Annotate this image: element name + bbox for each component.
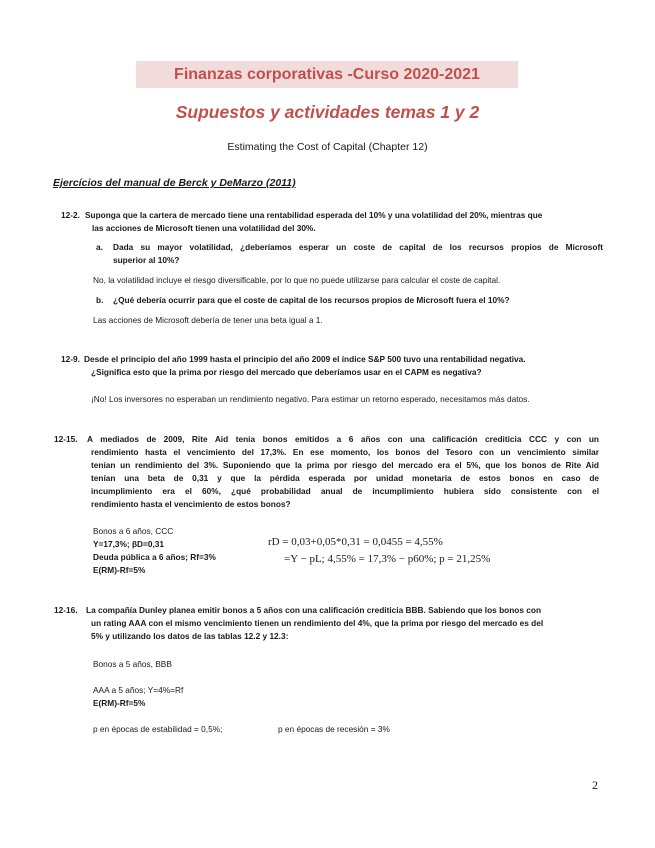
question-marker: b. [96, 295, 104, 305]
exercise-text: Suponga que la cartera de mercado tiene una rentabilidad esperada del 10% y una volatilidad del 20%, mientras que [85, 210, 543, 220]
exercise-text: ¿Significa esto que la prima por riesgo del mercado que deberíamos usar en el CAPM es negativa? [91, 367, 482, 377]
exercise-text: La compañía Dunley planea emitir bonos a 5 años con una calificación crediticia BBB. Sabiendo que los bonos con [86, 605, 542, 615]
document-title: Finanzas corporativas -Curso 2020-2021 [136, 61, 518, 88]
exercise-text: tenían un rendimiento del 3%. Suponiendo que la prima por riesgo del mercado era el 5%, que los bonos de Rite Aid [91, 460, 599, 470]
exercise-text: rendimiento hasta el vencimiento del 17,3%. En ese momento, los bonos del Tesoro con un vencimiento similar [91, 447, 599, 457]
answer-text: No, la volatilidad incluye el riesgo diversificable, por lo que no puede utilizarse para calcular el coste de capital. [93, 275, 501, 285]
formula-line: rD = 0,03+0,05*0,31 = 0,0455 = 4,55% [268, 536, 443, 548]
answer-text: ¡No! Los inversores no esperaban un rendimiento negativo. Para estimar un retorno esperado, necesitamos más datos. [91, 394, 530, 404]
chapter-heading: Estimating the Cost of Capital (Chapter 12) [227, 141, 428, 153]
document-subtitle: Supuestos y actividades temas 1 y 2 [175, 102, 480, 122]
formula-line: =Y − pL; 4,55% = 17,3% − p60%; p = 21,25% [284, 553, 491, 565]
exercise-text: 5% y utilizando los datos de las tablas 12.2 y 12.3: [91, 631, 289, 641]
data-line: Deuda pública a 6 años; Rf=3% [93, 552, 216, 562]
probability-recession: p en épocas de recesión = 3% [278, 724, 390, 734]
question-marker: a. [96, 242, 103, 252]
exercise-number: 12-15. [54, 434, 78, 444]
data-line: Y=17,3%; βD=0,31 [93, 539, 165, 549]
data-line: AAA a 5 años; Y=4%=Rf [93, 685, 184, 695]
exercise-text: tenían una beta de 0,31 y que la pérdida esperada por unidad monetaria de estos bonos en caso de [91, 473, 599, 483]
exercise-number: 12-16. [54, 605, 78, 615]
exercise-number: 12-2. [61, 210, 80, 220]
data-line: Bonos a 6 años, CCC [93, 526, 174, 536]
question-text: Dada su mayor volatilidad, ¿deberíamos esperar un coste de capital de los recursos propios de Microsoft [113, 242, 603, 252]
exercise-text: Desde el principio del año 1999 hasta el principio del año 2009 el índice S&P 500 tuvo una rentabilidad negativa. [84, 354, 526, 364]
data-line: Bonos a 5 años, BBB [93, 659, 172, 669]
data-line: E(RM)-Rf=5% [93, 565, 146, 575]
exercise-text: un rating AAA con el mismo vencimiento tienen un rendimiento del 4%, que la prima por riesgo del mercado es del [91, 618, 544, 628]
exercise-text: las acciones de Microsoft tienen una volatilidad del 30%. [92, 223, 316, 233]
exercise-text: incumplimiento era el 60%, ¿qué probabilidad anual de incumplimiento hubiera sido consistente con el [91, 486, 599, 496]
page-number: 2 [592, 778, 598, 792]
section-heading: Ejercícios del manual de Berck y DeMarzo (2011) [53, 177, 296, 189]
question-text: superior al 10%? [113, 255, 180, 265]
exercise-text: A mediados de 2009, Rite Aid tenía bonos emitidos a 6 años con una calificación crediticia CCC y con un [87, 434, 599, 444]
probability-stable: p en épocas de estabilidad = 0,5%; [93, 724, 223, 734]
question-text: ¿Qué debería ocurrir para que el coste de capital de los recursos propios de Microsoft fuera el 10%? [113, 295, 510, 305]
answer-text: Las acciones de Microsoft debería de tener una beta igual a 1. [93, 315, 323, 325]
exercise-text: rendimiento hasta el vencimiento de estos bonos? [91, 499, 291, 509]
exercise-number: 12-9. [61, 354, 80, 364]
data-line: E(RM)-Rf=5% [93, 698, 146, 708]
